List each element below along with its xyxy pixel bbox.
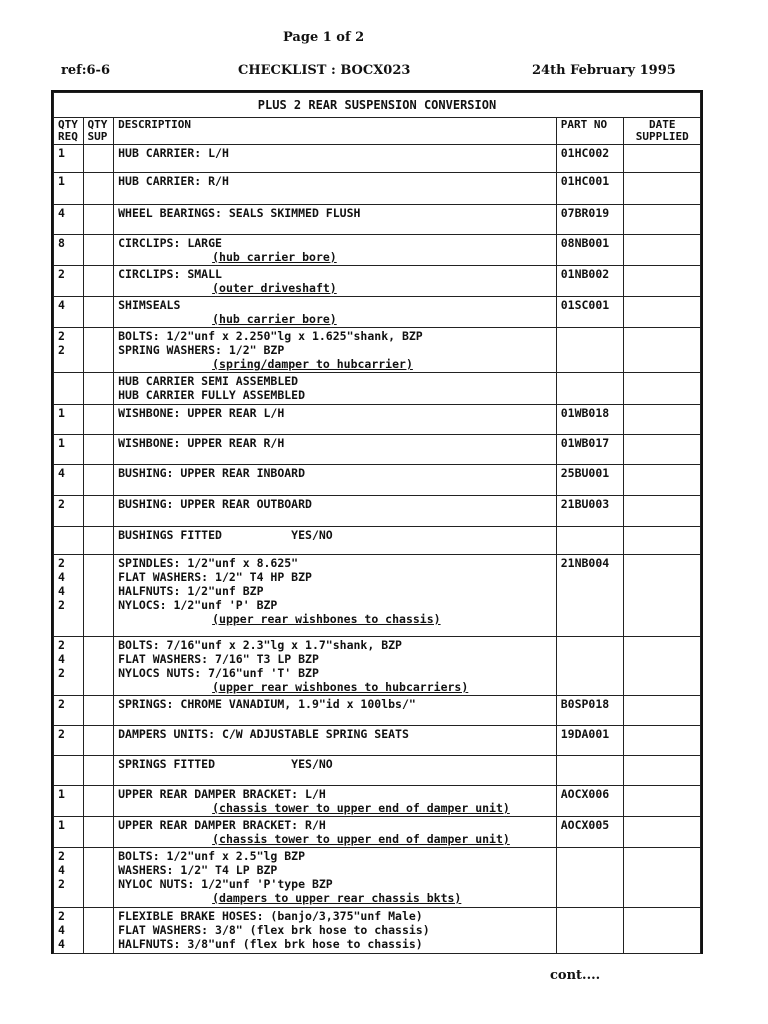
- qty-value: 1: [58, 436, 65, 450]
- qty-req-cell: [54, 266, 84, 297]
- part-no-cell: 01SC001: [556, 297, 624, 328]
- qty-req-cell: [54, 786, 84, 817]
- description-line: HALFNUTS: 1/2"unf BZP: [118, 584, 264, 598]
- description-note: (dampers to upper rear chassis bkts): [212, 891, 462, 905]
- date-supplied-cell[interactable]: [624, 145, 701, 173]
- date-supplied-cell[interactable]: [624, 465, 701, 496]
- description-line: HUB CARRIER: R/H: [118, 174, 229, 188]
- description-note: (hub carrier bore): [212, 250, 337, 264]
- description-cell: [114, 145, 557, 173]
- col-header-date-supplied: DATE SUPPLIED: [624, 118, 701, 145]
- table-row: [54, 817, 701, 848]
- description-cell: [114, 817, 557, 848]
- part-no-cell: 08NB001: [556, 235, 624, 266]
- description-cell: [114, 726, 557, 756]
- description-line: WHEEL BEARINGS: SEALS SKIMMED FLUSH: [118, 206, 361, 220]
- qty-sup-cell[interactable]: [83, 145, 114, 173]
- description-line: FLAT WASHERS: 3/8" (flex brk hose to chassis): [118, 923, 430, 937]
- description-line: FLAT WASHERS: 7/16" T3 LP BZP: [118, 652, 319, 666]
- qty-value: 2: [58, 343, 65, 357]
- qty-req-cell: [54, 848, 84, 908]
- col-header-qty-sup: QTY SUP: [83, 118, 114, 145]
- checklist-table-wrapper: [51, 90, 703, 954]
- qty-value: 4: [58, 570, 65, 584]
- qty-sup-cell[interactable]: [83, 373, 114, 405]
- description-line: BUSHING: UPPER REAR INBOARD: [118, 466, 306, 480]
- description-line: SPRING WASHERS: 1/2" BZP: [118, 343, 285, 357]
- qty-sup-cell[interactable]: [83, 173, 114, 205]
- description-line: HALFNUTS: 3/8"unf (flex brk hose to chassis): [118, 937, 423, 951]
- description-line: BOLTS: 7/16"unf x 2.3"lg x 1.7"shank, BZP: [118, 638, 402, 652]
- qty-sup-cell[interactable]: [83, 848, 114, 908]
- qty-sup-cell[interactable]: [83, 726, 114, 756]
- description-cell: [114, 235, 557, 266]
- qty-req-cell: [54, 637, 84, 696]
- qty-value: 4: [58, 863, 65, 877]
- part-no-cell: 01WB017: [556, 435, 624, 465]
- description-line: BUSHINGS FITTED YES/NO: [118, 528, 333, 542]
- part-no-cell: B0SP018: [556, 696, 624, 726]
- part-no-cell: [556, 328, 624, 373]
- qty-value: 4: [58, 298, 65, 312]
- qty-req-cell: [54, 696, 84, 726]
- qty-req-cell: [54, 235, 84, 266]
- description-note: (upper rear wishbones to hubcarriers): [212, 680, 469, 694]
- table-row: [54, 173, 701, 205]
- qty-value: 2: [58, 727, 65, 741]
- qty-req-cell: [54, 435, 84, 465]
- qty-req-cell: [54, 908, 84, 954]
- table-row: [54, 848, 701, 908]
- part-no-cell: [556, 848, 624, 908]
- description-note: (upper rear wishbones to chassis): [212, 612, 441, 626]
- date-supplied-cell[interactable]: [624, 328, 701, 373]
- qty-value: 2: [58, 909, 65, 923]
- part-no-cell: 21NB004: [556, 555, 624, 637]
- description-line: BOLTS: 1/2"unf x 2.5"lg BZP: [118, 849, 306, 863]
- qty-value: 2: [58, 849, 65, 863]
- description-line: DAMPERS UNITS: C/W ADJUSTABLE SPRING SEATS: [118, 727, 409, 741]
- date-supplied-cell[interactable]: [624, 435, 701, 465]
- description-cell: [114, 205, 557, 235]
- date-supplied-cell[interactable]: [624, 555, 701, 637]
- part-no-cell: 01HC002: [556, 145, 624, 173]
- description-cell: [114, 328, 557, 373]
- description-cell: [114, 696, 557, 726]
- date-supplied-cell[interactable]: [624, 637, 701, 696]
- description-cell: [114, 786, 557, 817]
- description-note: (hub carrier bore): [212, 312, 337, 326]
- part-no-cell: 19DA001: [556, 726, 624, 756]
- part-no-cell: [556, 373, 624, 405]
- date-supplied-cell[interactable]: [624, 726, 701, 756]
- description-line: BUSHING: UPPER REAR OUTBOARD: [118, 497, 312, 511]
- table-row: [54, 908, 701, 954]
- qty-value: 1: [58, 146, 65, 160]
- description-cell: [114, 496, 557, 527]
- date-supplied-cell[interactable]: [624, 205, 701, 235]
- table-row: [54, 145, 701, 173]
- date-supplied-cell[interactable]: [624, 297, 701, 328]
- qty-value: 4: [58, 206, 65, 220]
- description-line: HUB CARRIER: L/H: [118, 146, 229, 160]
- description-line: NYLOCS NUTS: 7/16"unf 'T' BZP: [118, 666, 319, 680]
- part-no-cell: [556, 908, 624, 954]
- qty-req-cell: [54, 405, 84, 435]
- table-row: [54, 527, 701, 555]
- qty-sup-cell[interactable]: [83, 266, 114, 297]
- table-row: [54, 405, 701, 435]
- description-line: NYLOCS: 1/2"unf 'P' BZP: [118, 598, 278, 612]
- table-row: [54, 555, 701, 637]
- qty-sup-cell[interactable]: [83, 908, 114, 954]
- checklist-table: [53, 92, 701, 954]
- qty-value: 1: [58, 174, 65, 188]
- table-body: [54, 145, 701, 954]
- qty-sup-cell[interactable]: [83, 786, 114, 817]
- description-note: (chassis tower to upper end of damper unit): [212, 832, 510, 846]
- qty-value: 2: [58, 267, 65, 281]
- description-cell: [114, 465, 557, 496]
- qty-value: 4: [58, 923, 65, 937]
- qty-value: 1: [58, 787, 65, 801]
- continued-note: cont....: [550, 968, 601, 983]
- description-line: HUB CARRIER SEMI ASSEMBLED: [118, 374, 299, 388]
- table-row: [54, 266, 701, 297]
- description-cell: [114, 297, 557, 328]
- description-cell: [114, 405, 557, 435]
- table-row: [54, 696, 701, 726]
- qty-value: 2: [58, 638, 65, 652]
- qty-sup-cell[interactable]: [83, 205, 114, 235]
- qty-sup-cell[interactable]: [83, 555, 114, 637]
- reference: ref:6-6: [61, 63, 110, 78]
- qty-value: 2: [58, 598, 65, 612]
- qty-req-cell: [54, 726, 84, 756]
- checklist-id: CHECKLIST : BOCX023: [238, 63, 411, 78]
- part-no-cell: 25BU001: [556, 465, 624, 496]
- table-row: [54, 297, 701, 328]
- description-line: FLAT WASHERS: 1/2" T4 HP BZP: [118, 570, 312, 584]
- description-cell: [114, 637, 557, 696]
- qty-req-cell: [54, 465, 84, 496]
- qty-req-cell: [54, 373, 84, 405]
- date-supplied-cell[interactable]: [624, 848, 701, 908]
- table-row: [54, 465, 701, 496]
- qty-value: 1: [58, 406, 65, 420]
- qty-req-cell: [54, 328, 84, 373]
- description-line: SPINDLES: 1/2"unf x 8.625": [118, 556, 299, 570]
- date-supplied-cell[interactable]: [624, 756, 701, 786]
- description-note: (chassis tower to upper end of damper unit): [212, 801, 510, 815]
- part-no-cell: [556, 527, 624, 555]
- table-row: [54, 235, 701, 266]
- qty-value: 2: [58, 329, 65, 343]
- col-header-description: DESCRIPTION: [114, 118, 557, 145]
- part-no-cell: AOCX005: [556, 817, 624, 848]
- description-note: (outer driveshaft): [212, 281, 337, 295]
- qty-sup-cell[interactable]: [83, 465, 114, 496]
- qty-sup-cell[interactable]: [83, 496, 114, 527]
- date-supplied-cell[interactable]: [624, 527, 701, 555]
- part-no-cell: 21BU003: [556, 496, 624, 527]
- table-row: [54, 496, 701, 527]
- col-header-qty-req: QTY REQ: [54, 118, 84, 145]
- part-no-cell: AOCX006: [556, 786, 624, 817]
- part-no-cell: 07BR019: [556, 205, 624, 235]
- part-no-cell: 01NB002: [556, 266, 624, 297]
- col-header-part-no: PART NO: [556, 118, 624, 145]
- qty-sup-cell[interactable]: [83, 297, 114, 328]
- description-cell: [114, 527, 557, 555]
- date-supplied-cell[interactable]: [624, 786, 701, 817]
- qty-req-cell: [54, 555, 84, 637]
- qty-req-cell: [54, 173, 84, 205]
- date-supplied-cell[interactable]: [624, 817, 701, 848]
- description-cell: [114, 435, 557, 465]
- qty-sup-cell[interactable]: [83, 328, 114, 373]
- description-line: WASHERS: 1/2" T4 LP BZP: [118, 863, 278, 877]
- description-cell: [114, 756, 557, 786]
- qty-value: 4: [58, 584, 65, 598]
- qty-sup-cell[interactable]: [83, 235, 114, 266]
- description-line: FLEXIBLE BRAKE HOSES: (banjo/3,375"unf Male): [118, 909, 423, 923]
- date-supplied-cell[interactable]: [624, 496, 701, 527]
- qty-req-cell: [54, 205, 84, 235]
- table-row: [54, 328, 701, 373]
- table-row: [54, 435, 701, 465]
- table-row: [54, 726, 701, 756]
- qty-req-cell: [54, 817, 84, 848]
- description-line: SPRINGS: CHROME VANADIUM, 1.9"id x 100lbs/": [118, 697, 416, 711]
- description-line: NYLOC NUTS: 1/2"unf 'P'type BZP: [118, 877, 333, 891]
- qty-req-cell: [54, 756, 84, 786]
- table-row: [54, 373, 701, 405]
- date-supplied-cell[interactable]: [624, 173, 701, 205]
- part-no-cell: 01WB018: [556, 405, 624, 435]
- date-supplied-cell[interactable]: [624, 405, 701, 435]
- part-no-cell: [556, 756, 624, 786]
- qty-req-cell: [54, 297, 84, 328]
- qty-value: 2: [58, 556, 65, 570]
- description-cell: [114, 373, 557, 405]
- qty-value: 1: [58, 818, 65, 832]
- date-supplied-cell[interactable]: [624, 235, 701, 266]
- description-note: (spring/damper to hubcarrier): [212, 357, 413, 371]
- qty-value: 4: [58, 652, 65, 666]
- description-line: WISHBONE: UPPER REAR L/H: [118, 406, 285, 420]
- description-cell: [114, 173, 557, 205]
- date-supplied-cell[interactable]: [624, 696, 701, 726]
- qty-value: 2: [58, 497, 65, 511]
- description-cell: [114, 555, 557, 637]
- qty-sup-cell[interactable]: [83, 435, 114, 465]
- table-row: [54, 786, 701, 817]
- part-no-cell: [556, 637, 624, 696]
- description-line: WISHBONE: UPPER REAR R/H: [118, 436, 285, 450]
- table-row: [54, 205, 701, 235]
- qty-req-cell: [54, 496, 84, 527]
- qty-value: 4: [58, 466, 65, 480]
- description-line: CIRCLIPS: LARGE: [118, 236, 222, 250]
- date-supplied-cell[interactable]: [624, 373, 701, 405]
- description-line: HUB CARRIER FULLY ASSEMBLED: [118, 388, 306, 402]
- qty-sup-cell[interactable]: [83, 756, 114, 786]
- description-line: SPRINGS FITTED YES/NO: [118, 757, 333, 771]
- qty-sup-cell[interactable]: [83, 696, 114, 726]
- qty-sup-cell[interactable]: [83, 817, 114, 848]
- qty-req-cell: [54, 145, 84, 173]
- page-number: Page 1 of 2: [283, 30, 365, 45]
- qty-value: 8: [58, 236, 65, 250]
- description-line: UPPER REAR DAMPER BRACKET: L/H: [118, 787, 326, 801]
- qty-sup-cell[interactable]: [83, 637, 114, 696]
- description-line: UPPER REAR DAMPER BRACKET: R/H: [118, 818, 326, 832]
- qty-value: 2: [58, 666, 65, 680]
- table-row: [54, 637, 701, 696]
- description-cell: [114, 848, 557, 908]
- description-line: SHIMSEALS: [118, 298, 181, 312]
- description-line: BOLTS: 1/2"unf x 2.250"lg x 1.625"shank, BZP: [118, 329, 423, 343]
- qty-value: 2: [58, 877, 65, 891]
- document-date: 24th February 1995: [532, 63, 676, 78]
- table-row: [54, 756, 701, 786]
- qty-value: 4: [58, 937, 65, 951]
- qty-sup-cell[interactable]: [83, 527, 114, 555]
- description-cell: [114, 908, 557, 954]
- qty-value: 2: [58, 697, 65, 711]
- table-title: PLUS 2 REAR SUSPENSION CONVERSION: [54, 93, 701, 118]
- date-supplied-cell[interactable]: [624, 908, 701, 954]
- qty-sup-cell[interactable]: [83, 405, 114, 435]
- date-supplied-cell[interactable]: [624, 266, 701, 297]
- description-line: CIRCLIPS: SMALL: [118, 267, 222, 281]
- description-cell: [114, 266, 557, 297]
- part-no-cell: 01HC001: [556, 173, 624, 205]
- qty-req-cell: [54, 527, 84, 555]
